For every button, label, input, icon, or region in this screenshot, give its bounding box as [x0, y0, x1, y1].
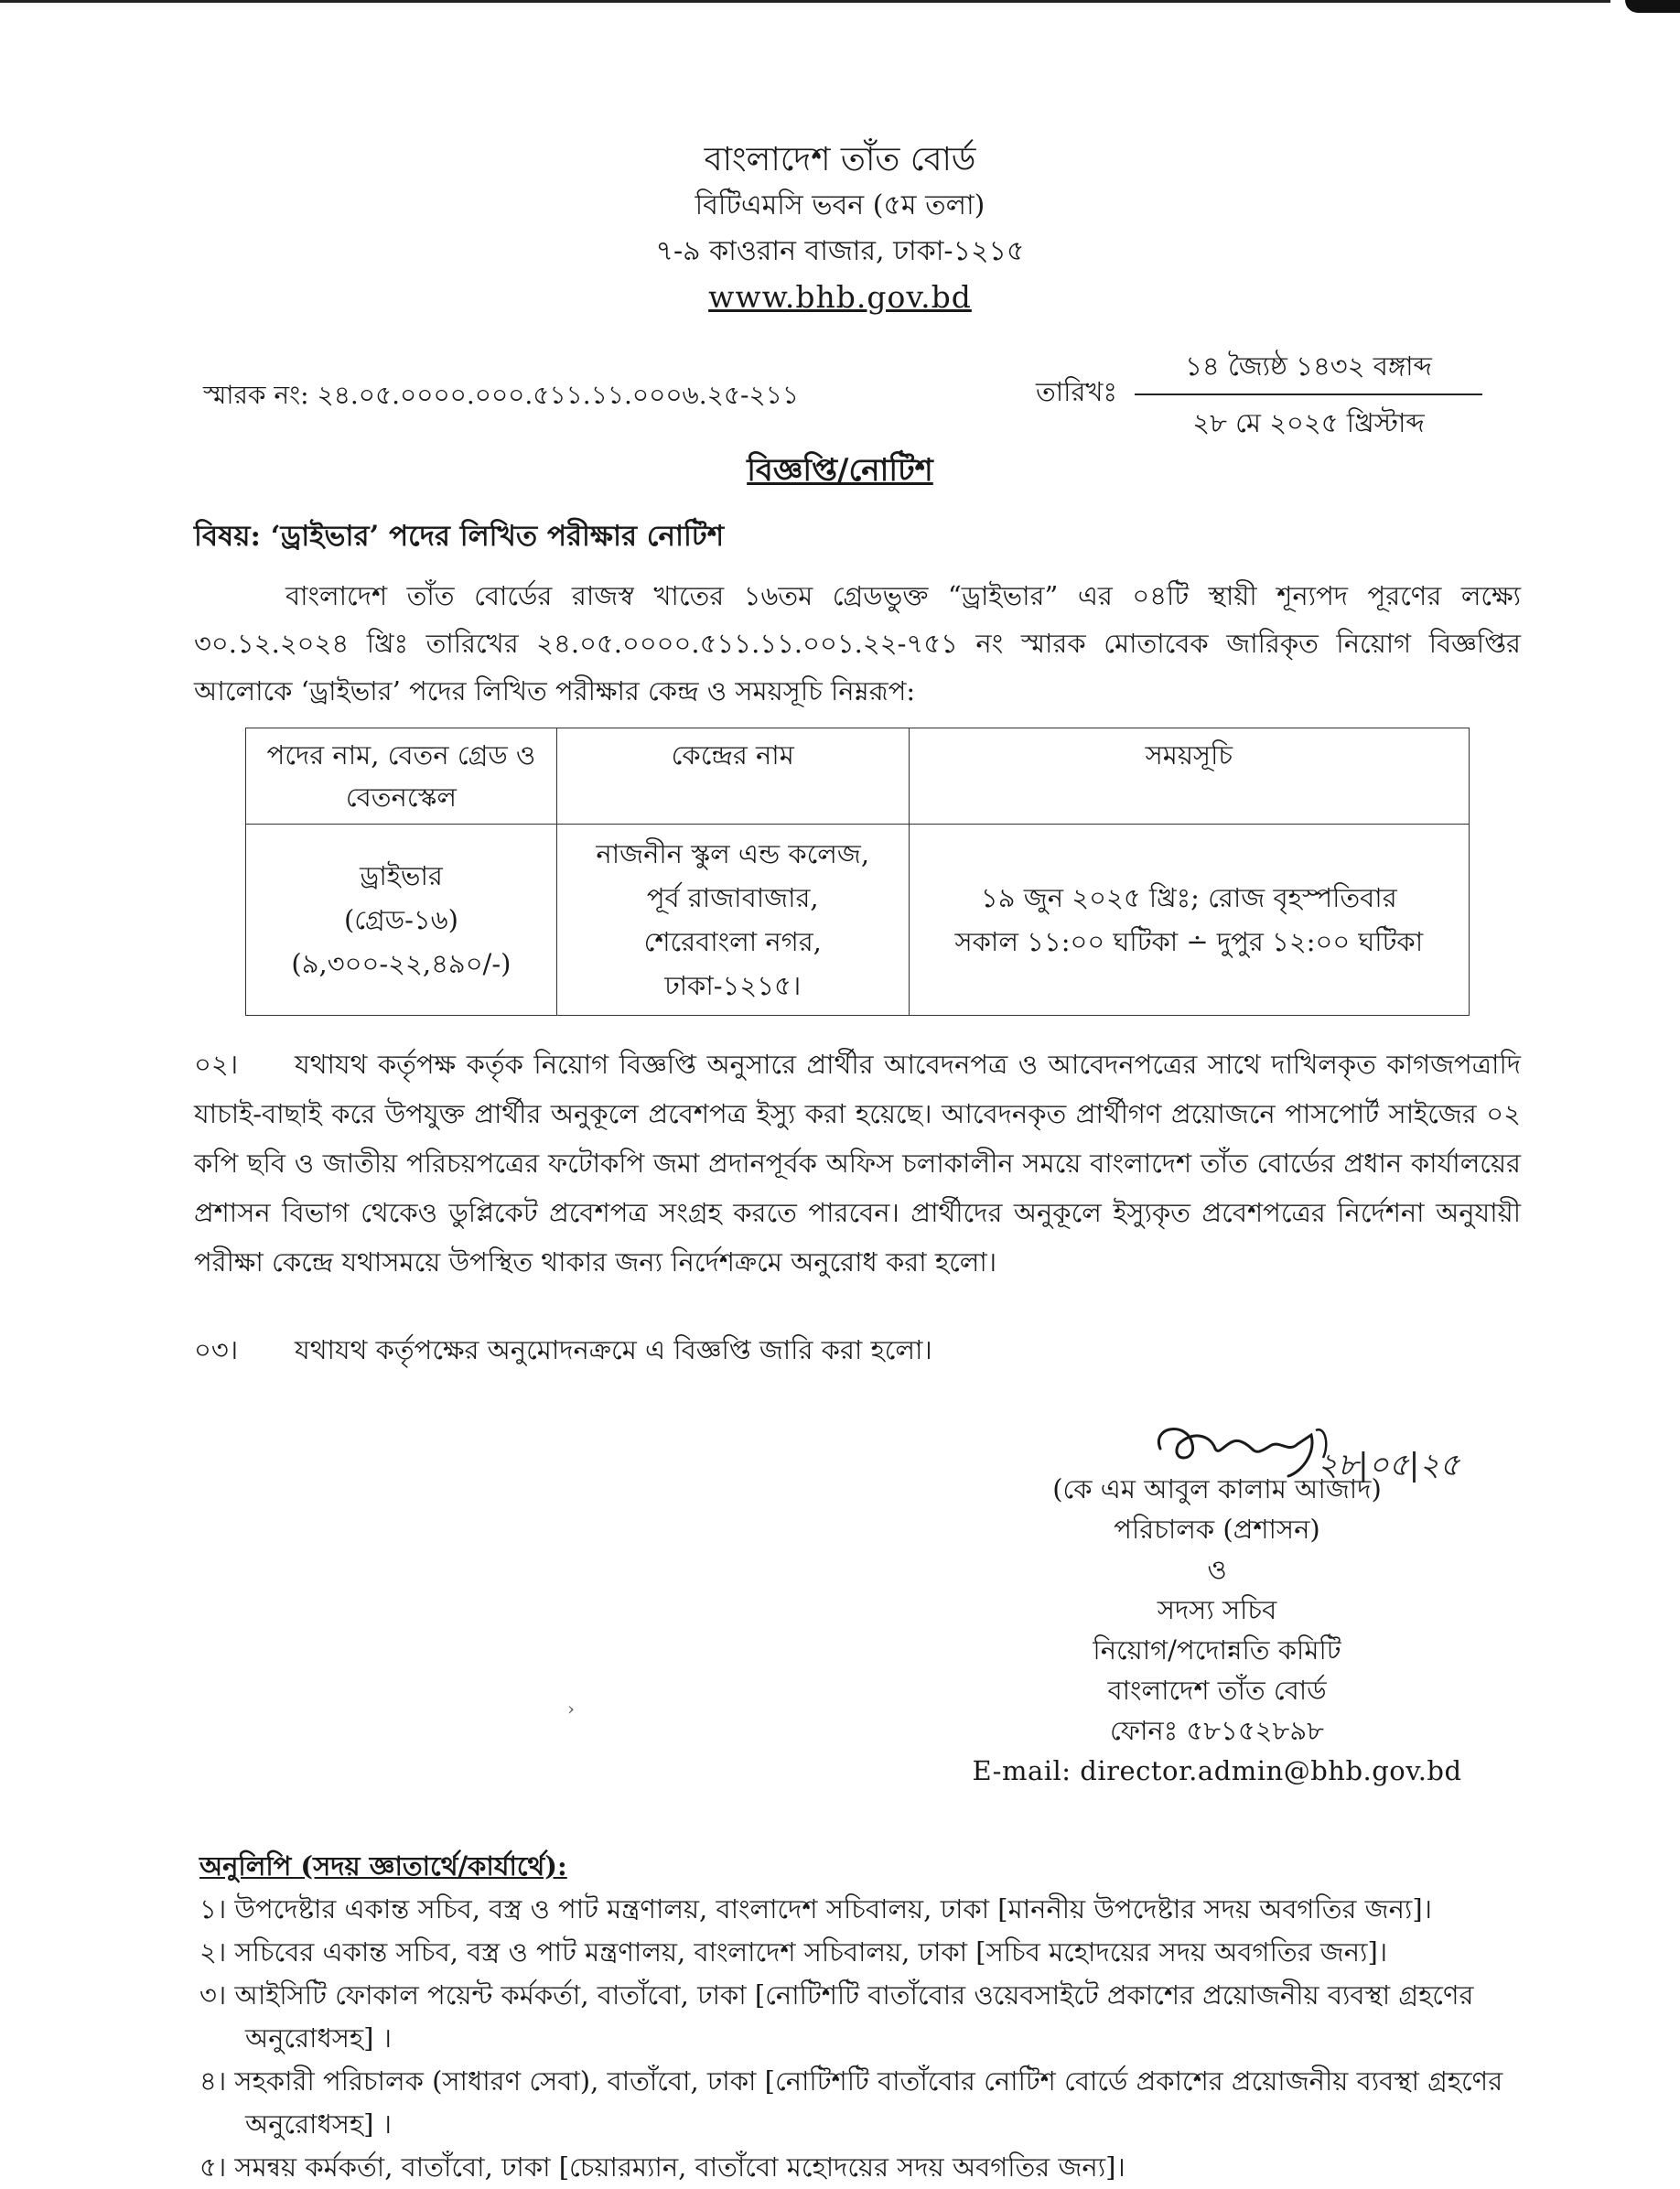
memo-number [203, 375, 799, 418]
signer-name: (কে এম আবুল কালাম আজাদ) [1052, 1473, 1382, 1504]
paragraph-02 [194, 1040, 1521, 1287]
exam-schedule-table [245, 728, 1470, 1016]
intro-paragraph: বাংলাদেশ তাঁত বোর্ডের রাজস্ব খাতের ১৬তম গ্রেডভুক্ত “ড্রাইভার” এর ০৪টি স্থায়ী শূন্যপদ পূরণের লক্ষ্যে ৩০.১২.২০২৪ খ্রিঃ তারিখের ২৪.০৫.০০০০.৫১১.১১.০০১.২২-৭৫১ নং স্মারক মোতাবেক জারিকৃত নিয়োগ বিজ্ঞপ্তির আলোকে ‘ড্রাইভার’ পদের লিখিত পরীক্ষার কেন্দ্র ও সময়সূচি নিম্নরূপ: [194, 580, 1521, 706]
list-item: ৫। সমন্বয় কর্মকর্তা, বাতাঁবো, ঢাকা [চেয়ারম্যান, বাতাঁবো মহোদয়ের সদয় অবগতির জন্য]। [199, 2151, 1125, 2183]
header-schedule: সময়সূচি [909, 728, 1469, 825]
header-centre: কেন্দ্রের নাম [556, 728, 909, 825]
org-name: বাংলাদেশ তাঁত বোর্ড [704, 141, 976, 178]
table-header-row [246, 728, 1470, 825]
post-scale: (৯,৩০০-২২,৪৯০/-) [291, 948, 512, 979]
subject-line: বিষয়: ‘ড্রাইভার’ পদের লিখিত পরীক্ষার নোটিশ [194, 520, 725, 553]
date-block [1135, 346, 1482, 443]
table-row [246, 825, 1470, 1016]
notice-title-text: বিজ্ঞপ্তি/নোটিশ [747, 452, 933, 489]
signer-email: E-mail: director.admin@bhb.gov.bd [972, 1755, 1462, 1786]
letterhead [0, 137, 1680, 320]
copies-title: অনুলিপি (সদয় জ্ঞাতার্থে/কার্যার্থে): [199, 1850, 567, 1882]
schedule-date: ১৯ জুন ২০২৫ খ্রিঃ; রোজ বৃহস্পতিবার [980, 882, 1397, 913]
signer-designation: পরিচালক (প্রশাসন) [1114, 1514, 1320, 1545]
centre-line: নাজনীন স্কুল এন্ড কলেজ, [596, 838, 870, 869]
paragraph-number: ০২। [194, 1049, 239, 1080]
cell-schedule [909, 825, 1469, 1016]
header-post: পদের নাম, বেতন গ্রেড ও বেতনস্কেল [246, 728, 557, 825]
scan-corner-mark [1625, 0, 1680, 13]
list-item: ৩। আইসিটি ফোকাল পয়েন্ট কর্মকর্তা, বাতাঁবো, ঢাকা [নোটিশটি বাতাঁবোর ওয়েবসাইটে প্রকাশের প্রয়োজনীয় ব্যবস্থা গ্রহণের অনুরোধসহ] । [199, 1979, 1474, 2054]
centre-line: পূর্ব রাজাবাজার, [646, 882, 819, 913]
memo-value: ২৪.০৫.০০০০.০০০.৫১১.১১.০০০৬.২৫-২১১ [317, 380, 800, 410]
copies-section [199, 1845, 1535, 2189]
scan-edge-line [0, 0, 1610, 3]
signer-role: সদস্য সচিব [1157, 1594, 1277, 1625]
signature-date: ২৮|০৫|২৫ [1318, 1447, 1460, 1483]
date-english: ২৮ মে ২০২৫ খ্রিস্টাব্দ [1192, 407, 1425, 438]
date-bangla: ১৪ জ্যৈষ্ঠ ১৪৩২ বঙ্গাব্দ [1135, 346, 1482, 395]
list-item: ১। উপদেষ্টার একান্ত সচিব, বস্ত্র ও পাট মন্ত্রণালয়, বাংলাদেশ সচিবালয়, ঢাকা [মাননীয় উপদেষ্টার সদয় অবগতির জন্য]। [199, 1893, 1433, 1925]
post-grade: (গ্রেড-১৬) [343, 904, 458, 935]
signer-org: বাংলাদেশ তাঁত বোর্ড [1107, 1675, 1327, 1706]
post-name: ড্রাইভার [360, 860, 443, 891]
schedule-time: সকাল ১১:০০ ঘটিকা ∸ দুপুর ১২:০০ ঘটিকা [954, 926, 1424, 957]
org-website-link[interactable]: www.bhb.gov.bd [708, 279, 972, 315]
org-building: বিটিএমসি ভবন (৫ম তলা) [695, 189, 985, 221]
copies-list [199, 1888, 1535, 2189]
centre-line: ঢাকা-১২১৫। [664, 970, 802, 1001]
notice-title [0, 447, 1680, 499]
memo-label: স্মারক নং: [203, 380, 309, 410]
signer-phone: ফোনঃ ৫৮১৫২৮৯৮ [1110, 1715, 1324, 1746]
signer-block [942, 1469, 1492, 1791]
cell-centre [556, 825, 909, 1016]
list-item: ২। সচিবের একান্ত সচিব, বস্ত্র ও পাট মন্ত্রণালয়, বাংলাদেশ সচিবালয়, ঢাকা [সচিব মহোদয়ের সদয় অবগতির জন্য]। [199, 1936, 1388, 1968]
paragraph-number: ০৩। [194, 1334, 239, 1365]
centre-line: শেরেবাংলা নগর, [643, 926, 822, 957]
signer-committee: নিয়োগ/পদোন্নতি কমিটি [1093, 1634, 1341, 1666]
org-address: ৭-৯ কাওরান বাজার, ঢাকা-১২১৫ [655, 235, 1025, 267]
paragraph-text: যথাযথ কর্তৃপক্ষ কর্তৃক নিয়োগ বিজ্ঞপ্তি অনুসারে প্রার্থীর আবেদনপত্র ও আবেদনপত্রের সাথে দাখিলকৃত কাগজপত্রাদি যাচাই-বাছাই করে উপযুক্ত প্রার্থীর অনুকূলে প্রবেশপত্র ইস্যু করা হয়েছে। আবেদনকৃত প্রার্থীগণ প্রয়োজনে পাসপোর্ট সাইজের ০২ কপি ছবি ও জাতীয় পরিচয়পত্রের ফটোকপি জমা প্রদানপূর্বক অফিস চলাকালীন সময়ে বাংলাদেশ তাঁত বোর্ডের প্রধান কার্যালয়ের প্রশাসন বিভাগ থেকেও ডুপ্লিকেট প্রবেশপত্র সংগ্রহ করতে পারবেন। প্রার্থীদের অনুকূলে ইস্যুকৃত প্রবেশপত্রের নির্দেশনা অনুযায়ী পরীক্ষা কেন্দ্রে যথাসময়ে উপস্থিত থাকার জন্য নির্দেশক্রমে অনুরোধ করা হলো। [194, 1049, 1521, 1278]
scan-speck: › [567, 1698, 575, 1720]
date-label: তারিখঃ [1036, 376, 1117, 407]
paragraph-03 [194, 1325, 1521, 1375]
cell-post [246, 825, 557, 1016]
list-item: ৪। সহকারী পরিচালক (সাধারণ সেবা), বাতাঁবো, ঢাকা [নোটিশটি বাতাঁবোর নোটিশ বোর্ডে প্রকাশের প্রয়োজনীয় ব্যবস্থা গ্রহণের অনুরোধসহ] । [199, 2065, 1503, 2140]
signer-conjunction: ও [1207, 1554, 1227, 1585]
paragraph-text: যথাযথ কর্তৃপক্ষের অনুমোদনক্রমে এ বিজ্ঞপ্তি জারি করা হলো। [295, 1334, 932, 1365]
